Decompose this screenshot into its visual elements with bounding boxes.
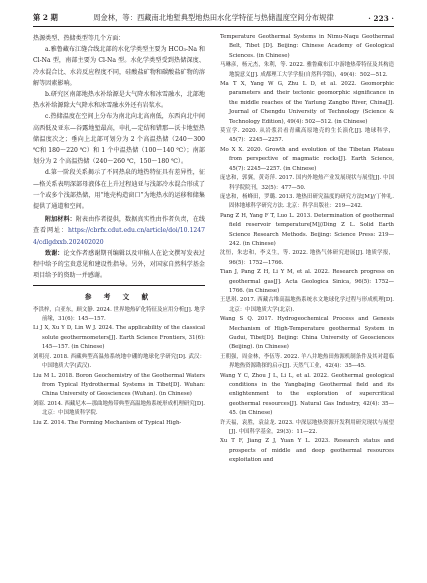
reference-entry: 许天福，袁胜，袁益龙. 2023. 中深层地热资源开发利用研究现状与展望[J]. 中国科学基金，29(3)：11—22. bbox=[220, 419, 394, 436]
reference-entry: Xu T F, Jiang Z J, Yuan Y L. 2023. Research status and prospects of middle and deep geothermal resources exploitation and bbox=[220, 438, 394, 464]
acknowledgement bbox=[33, 248, 205, 282]
left-column bbox=[33, 33, 205, 428]
reference-entry: 马琳彦，杨元杰，朱利，等. 2022. 雅鲁藏布江中游地热带特征及其构造地貌意义[J]. 成都理工大学学报(自然科学版)，49(4)：502—512. bbox=[220, 62, 394, 78]
reference-entry: 庞忠和，杨峰田，罗璐. 2013. 地热田研究温度的研究方法[M]//丁仲礼. 固体地球科学研究方法. 北京：科学出版社：219—242. bbox=[220, 193, 394, 210]
attachment-text: 附表由作者提供，数据真实性由作者负责，在线查看网址： bbox=[33, 216, 205, 235]
conclusion-intro: 热源类型、热储类型等几个方面： bbox=[33, 35, 125, 42]
reference-entry: Pang Z H, Yang F T, Luo L. 2013. Determination of geothermal field reservoir temperature[M]//Ding Z L. Solid Earth Science Research Methods. Beijing: Science Press: 219—242. (in Chinese) bbox=[220, 212, 394, 247]
reference-entry: Mo X X. 2020. Growth and evolution of the Tibetan Plateau from perspective of magmatic rocks[J]. Earth Science, 45(7): 2245—2257. (in Chinese) bbox=[220, 146, 394, 172]
page-number: · 223 · bbox=[368, 13, 394, 23]
reference-entry: 庞忠和，郭翼，黄奇萍. 2017. 国内外地热产业发展现状与展望[J]. 中国科学院院刊，32(5)：477—50. bbox=[220, 175, 394, 191]
conclusion-point-b: b.研究区南部地热水补给源是大气降水和冰雪融水，北部地热水补给源除大气降水和冰雪融水外还有岩浆水。 bbox=[33, 91, 205, 110]
reference-entry: Ma T X, Yang W G, Zhu L D, et al. 2022. Geomorphic parameters and their tectonic geomorphic significance in the middle reaches of the Yarlung Zangbo River, China[J]. Journal of Chengdu University of Technology (Science & Technology Edition), 49(4): 502—512. (in Chinese) bbox=[220, 81, 394, 125]
references-list-left bbox=[33, 306, 205, 428]
conclusion-point-d: d.第一阶段关系揭示了不同热泉的地热特征具有差异性，征—格关系表明深部母液体在上升过程迪亚与浅部冷水混合形成了一个或多个浅部热储，用“地壳构造窗口”为地热水的运移和储集提供了通道和空间。 bbox=[33, 169, 205, 211]
attachment-note bbox=[33, 214, 205, 248]
reference-entry: Li J X, Xu Y D, Lin W J. 2024. The applicability of the classical solute geothermometers[J]. Earth Science Frontiers, 31(6): 145—157. (in Chinese) bbox=[33, 325, 205, 351]
attachment-link[interactable]: https://cbrfx.cdut.edu.cn/article/doi/10.12474/cdlgdxxb.202402020 bbox=[33, 227, 205, 246]
reference-entry: 沈恒，朱忠和，李义生，等. 2022. 地热气体研究进展[J]. 地质学报，96(5)：1752—1766. bbox=[220, 250, 394, 266]
conclusion-point-a: a.雅鲁藏布江缝合线北部的水化学类型主要为 HCO₃-Na 和 Cl-Na 型，南部主要为 Cl-Na 型。水化学类型受到热储深度、冷水混合比、水岩反应程度不同，硅酸盐矿物和碳酸盐矿物的溶解等因素影响。 bbox=[33, 46, 205, 87]
reference-entry: 王朝强，周金林，李伍等. 2022. 羊八井地热田热源机制条件及其对超临界地热资源勘探的启示[J]. 天然气工业，42(4)：35—45. bbox=[220, 353, 394, 370]
reference-entry: Temperature Geothermal Systems in Nimu-Naqu Geothermal Belt, Tibet [D]. Beijing: Chinese Academy of Geological Sciences. (in Chinese) bbox=[220, 34, 394, 59]
acknowledgement-label: 致谢： bbox=[45, 249, 64, 257]
references-list-right bbox=[220, 33, 394, 466]
reference-entry: 李洪梓，白亚东，顾文静. 2024. 世界地热矿化特征及应用分析[J]. 地学前缘，31(6)：145—157. bbox=[33, 306, 205, 323]
reference-entry: Wang Y C, Zhou J L, Li L, et al. 2022. Geothermal geological conditions in the Yangbajing Geothermal field and its enlightenment to the exploration of supercritical geothermal resources[J]. Natural Gas Industry, 42(4): 35—45. (in Chinese) bbox=[220, 372, 394, 417]
attachment-label: 附加材料： bbox=[45, 216, 76, 224]
reference-entry: 王思琪. 2017. 西藏古堆高温地热系统水文地球化学过程与形成机理[D]. 北京：中国地质大学(北京). bbox=[220, 297, 394, 313]
acknowledgement-text: 论文作者感谢期刊编辑以及审稿人在论文撰写发表过程中给予的宝贵意见和建设性指导。另外，对国家自然科学基金项目给予的资助一并感谢。 bbox=[33, 249, 205, 280]
right-column bbox=[220, 33, 394, 466]
reference-entry: Liu Z. 2014. The Forming Mechanism of Typical High- bbox=[33, 419, 182, 426]
references-heading: 参 考 文 献 bbox=[84, 293, 154, 302]
reference-entry: Wang S Q. 2017. Hydrogeochemical Process and Genesis Mechanism of High-Temperature geothermal System in Gudui, Tibet[D]. Beijing: China University of Geosciences (Beijing). (in Chinese) bbox=[220, 316, 394, 351]
issue-number: 第 2 期 bbox=[33, 13, 58, 22]
reference-entry: 刘明亮. 2018. 西藏典型高温热系统地中硼的地球化学研究[D]. 武汉：中国地质大学(武汉). bbox=[33, 353, 205, 370]
reference-entry: Tian J, Pang Z H, Li Y M, et al. 2022. Research progress on geothermal gas[J]. Acta Geologica Sinica, 96(5): 1752—1766. (in Chinese) bbox=[220, 269, 394, 294]
references-divider bbox=[33, 285, 205, 286]
page-header bbox=[33, 10, 394, 27]
running-title: 周金林，等：西藏南北地堑典型地热田水化学特征与热储温度空间分布规律 bbox=[93, 13, 334, 22]
reference-entry: 莫宣学. 2020. 从岩浆岩看青藏高原地壳的生长演化[J]. 地球科学，45(7)：2245—2257. bbox=[220, 128, 394, 144]
reference-entry: 刘昭. 2014. 西藏尼木—那曲地热带典型高温地热系统形成机理研究[D]. 北京：中国地质科学院. bbox=[33, 400, 205, 417]
conclusion-point-c: c.热储温度在空间上分布为南北向北高南低，东西向北中间高西低及亚东—谷露地堑最高，申扎—定结和错那—沃卡地堑热储温度次之；垂向上北部可划分为 2 个高温热储（240～300 ℃和 180～220 ℃）和 1 个中温热储（100～140 ℃）；南部划分为 2 个高温热储（240～260 ℃，150～180 ℃）。 bbox=[33, 113, 205, 166]
reference-entry: Liu M L. 2018. Boron Geochemistry of the Geothermal Waters from Typical Hydrothermal Systems in Tibet[D]. Wuhan: China University of Geosciences (Wuhan). (in Chinese) bbox=[33, 372, 205, 398]
